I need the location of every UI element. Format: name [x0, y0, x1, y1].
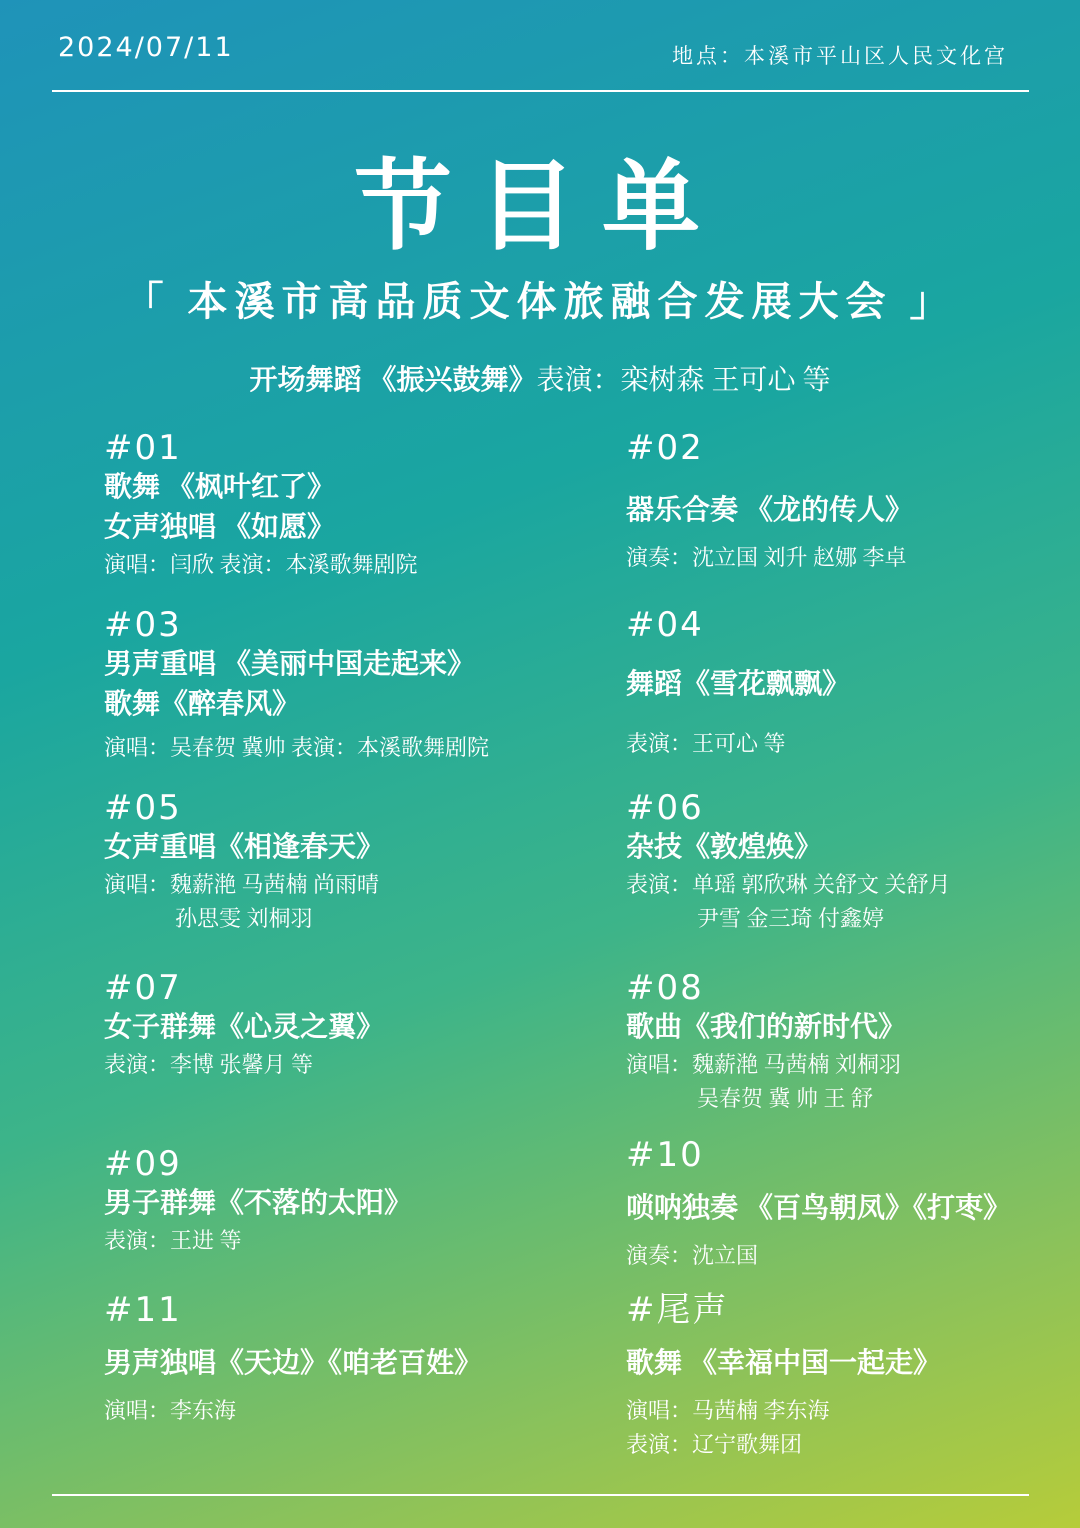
program-item: [626, 428, 913, 575]
program-item: [626, 1135, 1011, 1273]
program-title: 男子群舞《不落的太阳》: [104, 1188, 413, 1219]
program-title: 杂技《敦煌焕》: [626, 832, 823, 863]
program-title: 歌曲《我们的新时代》: [626, 1012, 907, 1043]
program-title: 歌舞 《枫叶红了》: [104, 472, 336, 503]
program-number: #06: [626, 788, 704, 828]
program-detail: 演唱：马茜楠 李东海: [626, 1398, 830, 1423]
program-item: [626, 788, 951, 936]
program-item: [104, 428, 418, 582]
program-number: #04: [626, 605, 704, 645]
program-detail: 演奏：沈立国: [626, 1243, 759, 1268]
event-subtitle: 「 本溪市高品质文体旅融合发展大会 」: [123, 279, 957, 324]
program-title: 舞蹈《雪花飘飘》: [626, 669, 851, 700]
program-detail: 演奏：沈立国 刘升 赵娜 李卓: [626, 545, 907, 570]
program-title: 男声独唱《天边》《咱老百姓》: [104, 1348, 483, 1379]
program-detail: 演唱：闫欣 表演：本溪歌舞剧院: [104, 552, 418, 577]
program-number: #11: [104, 1290, 182, 1330]
top-divider: [52, 90, 1029, 92]
program-detail: 吴春贺 冀 帅 王 舒: [697, 1086, 874, 1111]
date: 2024/07/11: [58, 32, 234, 63]
program-item: [104, 788, 384, 936]
program-detail: 演唱：魏薪滟 马茜楠 刘桐羽: [626, 1052, 902, 1077]
program-number: #08: [626, 968, 704, 1008]
program-title: 男声重唱 《美丽中国走起来》: [104, 649, 476, 680]
opening-act: [0, 358, 1080, 398]
program-detail: 表演：单瑶 郭欣琳 关舒文 关舒月: [626, 872, 951, 897]
program-item: [626, 968, 906, 1116]
program-item: [104, 1144, 412, 1258]
program-number: #02: [626, 428, 704, 468]
program-title: 女声重唱《相逢春天》: [104, 832, 385, 863]
program-detail: 孙思雯 刘桐羽: [175, 906, 313, 931]
program-item: [104, 968, 384, 1082]
program-title: 女声独唱 《如愿》: [104, 512, 336, 543]
program-number: #09: [104, 1144, 182, 1184]
program-detail: 表演：王进 等: [104, 1228, 242, 1253]
program-number: #07: [104, 968, 182, 1008]
program-number: #01: [104, 428, 182, 468]
program-item: [104, 605, 489, 765]
program-item: [626, 605, 850, 761]
program-detail: 尹雪 金三琦 付鑫婷: [697, 906, 885, 931]
program-title: 歌舞《醉春风》: [104, 689, 301, 720]
program-item: [104, 1290, 482, 1428]
program-item: [626, 1290, 941, 1462]
venue: 地点：本溪市平山区人民文化宫: [672, 44, 1008, 68]
program-detail: 表演：李博 张馨月 等: [104, 1052, 314, 1077]
opening-performers: 表演：栾树森 王可心 等: [536, 365, 831, 396]
program-number: #10: [626, 1135, 704, 1175]
program-detail: 表演：辽宁歌舞团: [626, 1432, 803, 1457]
program-detail: 演唱：魏薪滟 马茜楠 尚雨晴: [104, 872, 380, 897]
program-number: #05: [104, 788, 182, 828]
program-detail: 表演：王可心 等: [626, 731, 786, 756]
program-number: #03: [104, 605, 182, 645]
program-title: 唢呐独奏 《百鸟朝凤》《打枣》: [626, 1193, 1012, 1224]
page-title: 节目单: [353, 154, 726, 262]
program-title: 器乐合奏 《龙的传人》: [626, 495, 914, 526]
program-detail: 演唱：吴春贺 冀帅 表演：本溪歌舞剧院: [104, 735, 490, 760]
opening-title: 开场舞蹈 《振兴鼓舞》: [249, 365, 537, 396]
program-number: #尾声: [626, 1290, 729, 1330]
bottom-divider: [52, 1494, 1029, 1496]
program-title: 歌舞 《幸福中国一起走》: [626, 1348, 942, 1379]
program-title: 女子群舞《心灵之翼》: [104, 1012, 385, 1043]
program-detail: 演唱：李东海: [104, 1398, 237, 1423]
